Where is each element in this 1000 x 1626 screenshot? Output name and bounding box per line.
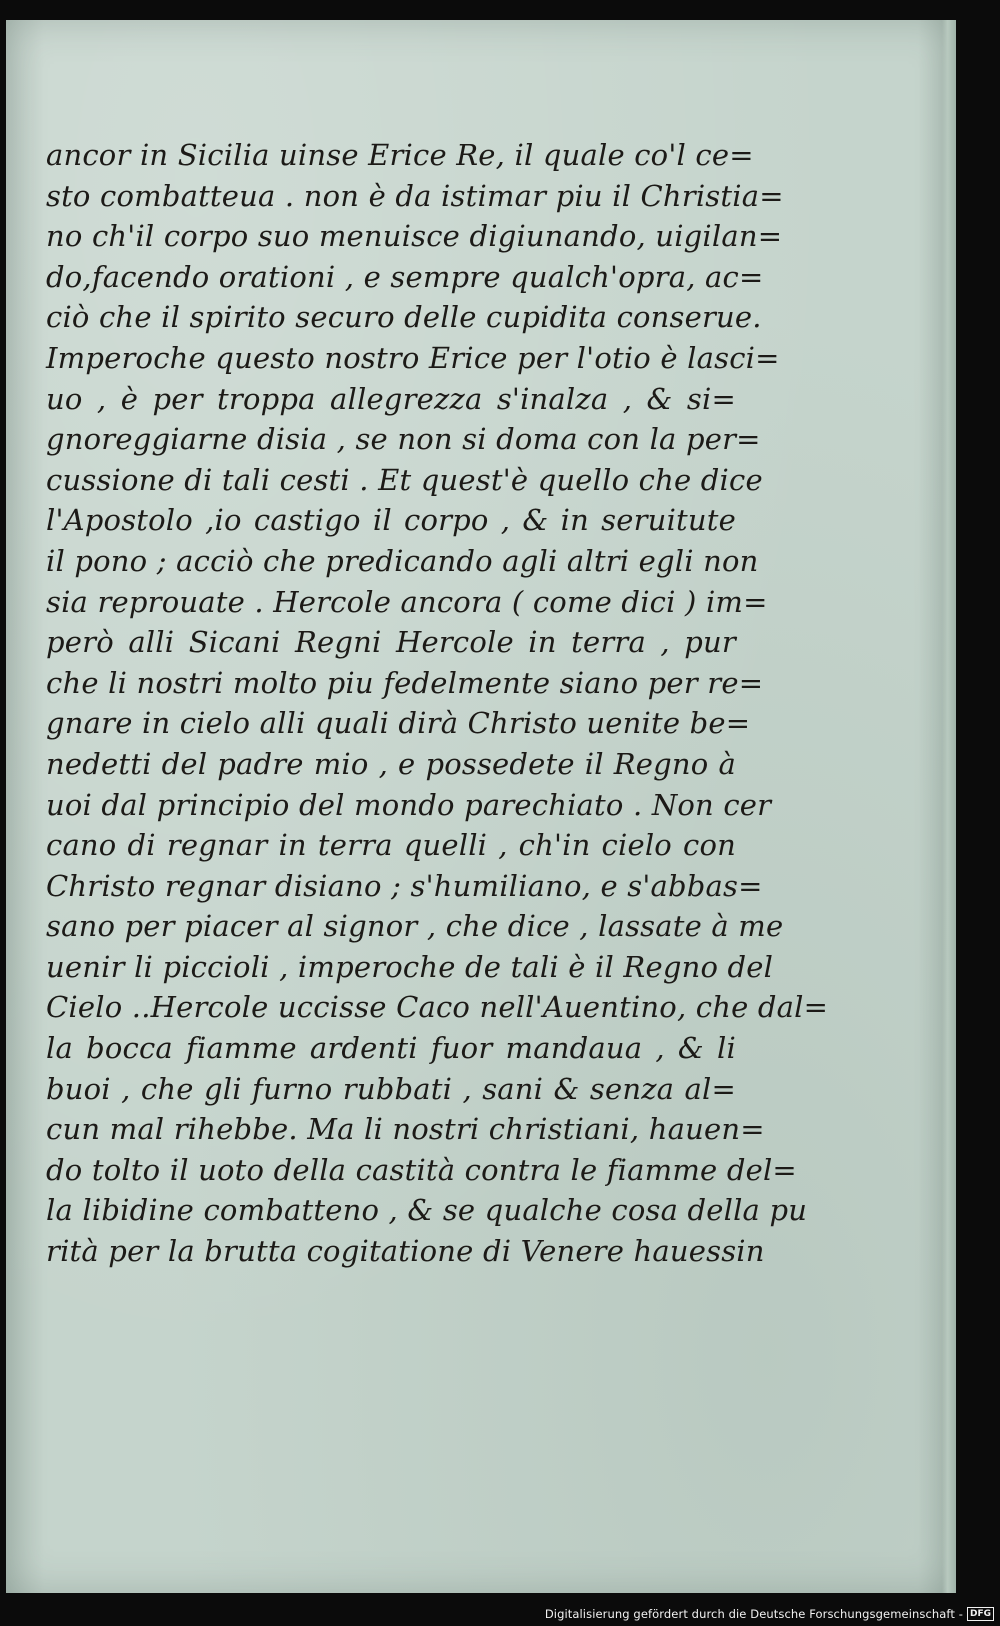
text-line: sia reprouate . Hercole ancora ( come dici ) im= [46,584,768,619]
text-line: ciò che il spirito securo delle cupidita conserue. [46,300,762,335]
text-line: rità per la brutta cogitatione di Venere hauessin [46,1234,765,1269]
text-line: uo , è per troppa allegrezza s'inalza , & si= [46,381,736,416]
text-line: Cielo ..Hercole uccisse Caco nell'Auentino, che dal= [46,990,829,1025]
text-line: cun mal rihebbe. Ma li nostri christiani, hauen= [46,1112,765,1147]
text-line: Christo regnar disiano ; s'humiliano, e s'abbas= [46,868,763,903]
text-line: il pono ; acciò che predicando agli altri egli non [46,543,759,578]
text-line: ancor in Sicilia uinse Erice Re, il quale co'l ce= [46,138,754,172]
text-line: uenir li piccioli , imperoche de tali è il Regno del [46,949,774,984]
text-line: uoi dal principio del mondo parechiato . Non cer [46,787,772,822]
text-line: do,facendo orationi , e sempre qualch'opra, ac= [46,259,764,294]
text-line: gnare in cielo alli quali dirà Christo uenite be= [46,706,751,741]
text-line: che li nostri molto piu fedelmente siano per re= [46,665,764,700]
text-line: l'Apostolo ,io castigo il corpo , & in seruitute [46,503,736,538]
text-line: la libidine combatteno , & se qualche cosa della pu [46,1193,808,1228]
text-line: Imperoche questo nostro Erice per l'otio è lasci= [46,340,780,375]
text-line: gnoreggiarne disia , se non si doma con la per= [46,422,761,457]
text-line: cano di regnar in terra quelli , ch'in cielo con [46,828,736,863]
funding-credit: Digitalisierung gefördert durch die Deutsche Forschungsgemeinschaft - [544,1607,963,1621]
text-line: nedetti del padre mio , e possedete il Regno à [46,746,736,781]
text-line: però alli Sicani Regni Hercole in terra , pur [46,625,736,660]
text-line: la bocca fiamme ardenti fuor mandaua , & li [46,1031,736,1066]
text-line: sto combatteua . non è da istimar piu il Christia= [46,178,784,213]
text-line: no ch'il corpo suo menuisce digiunando, uigilan= [46,219,783,254]
text-line: cussione di tali cesti . Et quest'è quello che dice [46,462,763,497]
text-line: sano per piacer al signor , che dice , lassate à me [46,909,784,944]
page-edge [942,20,956,1593]
dfg-logo: DFG [967,1607,994,1621]
body-text [46,135,829,1272]
text-line: do tolto il uoto della castità contra le fiamme del= [46,1152,797,1187]
digitization-footer [0,1602,1000,1626]
text-line: buoi , che gli furno rubbati , sani & senza al= [46,1071,736,1106]
book-page [6,20,956,1593]
